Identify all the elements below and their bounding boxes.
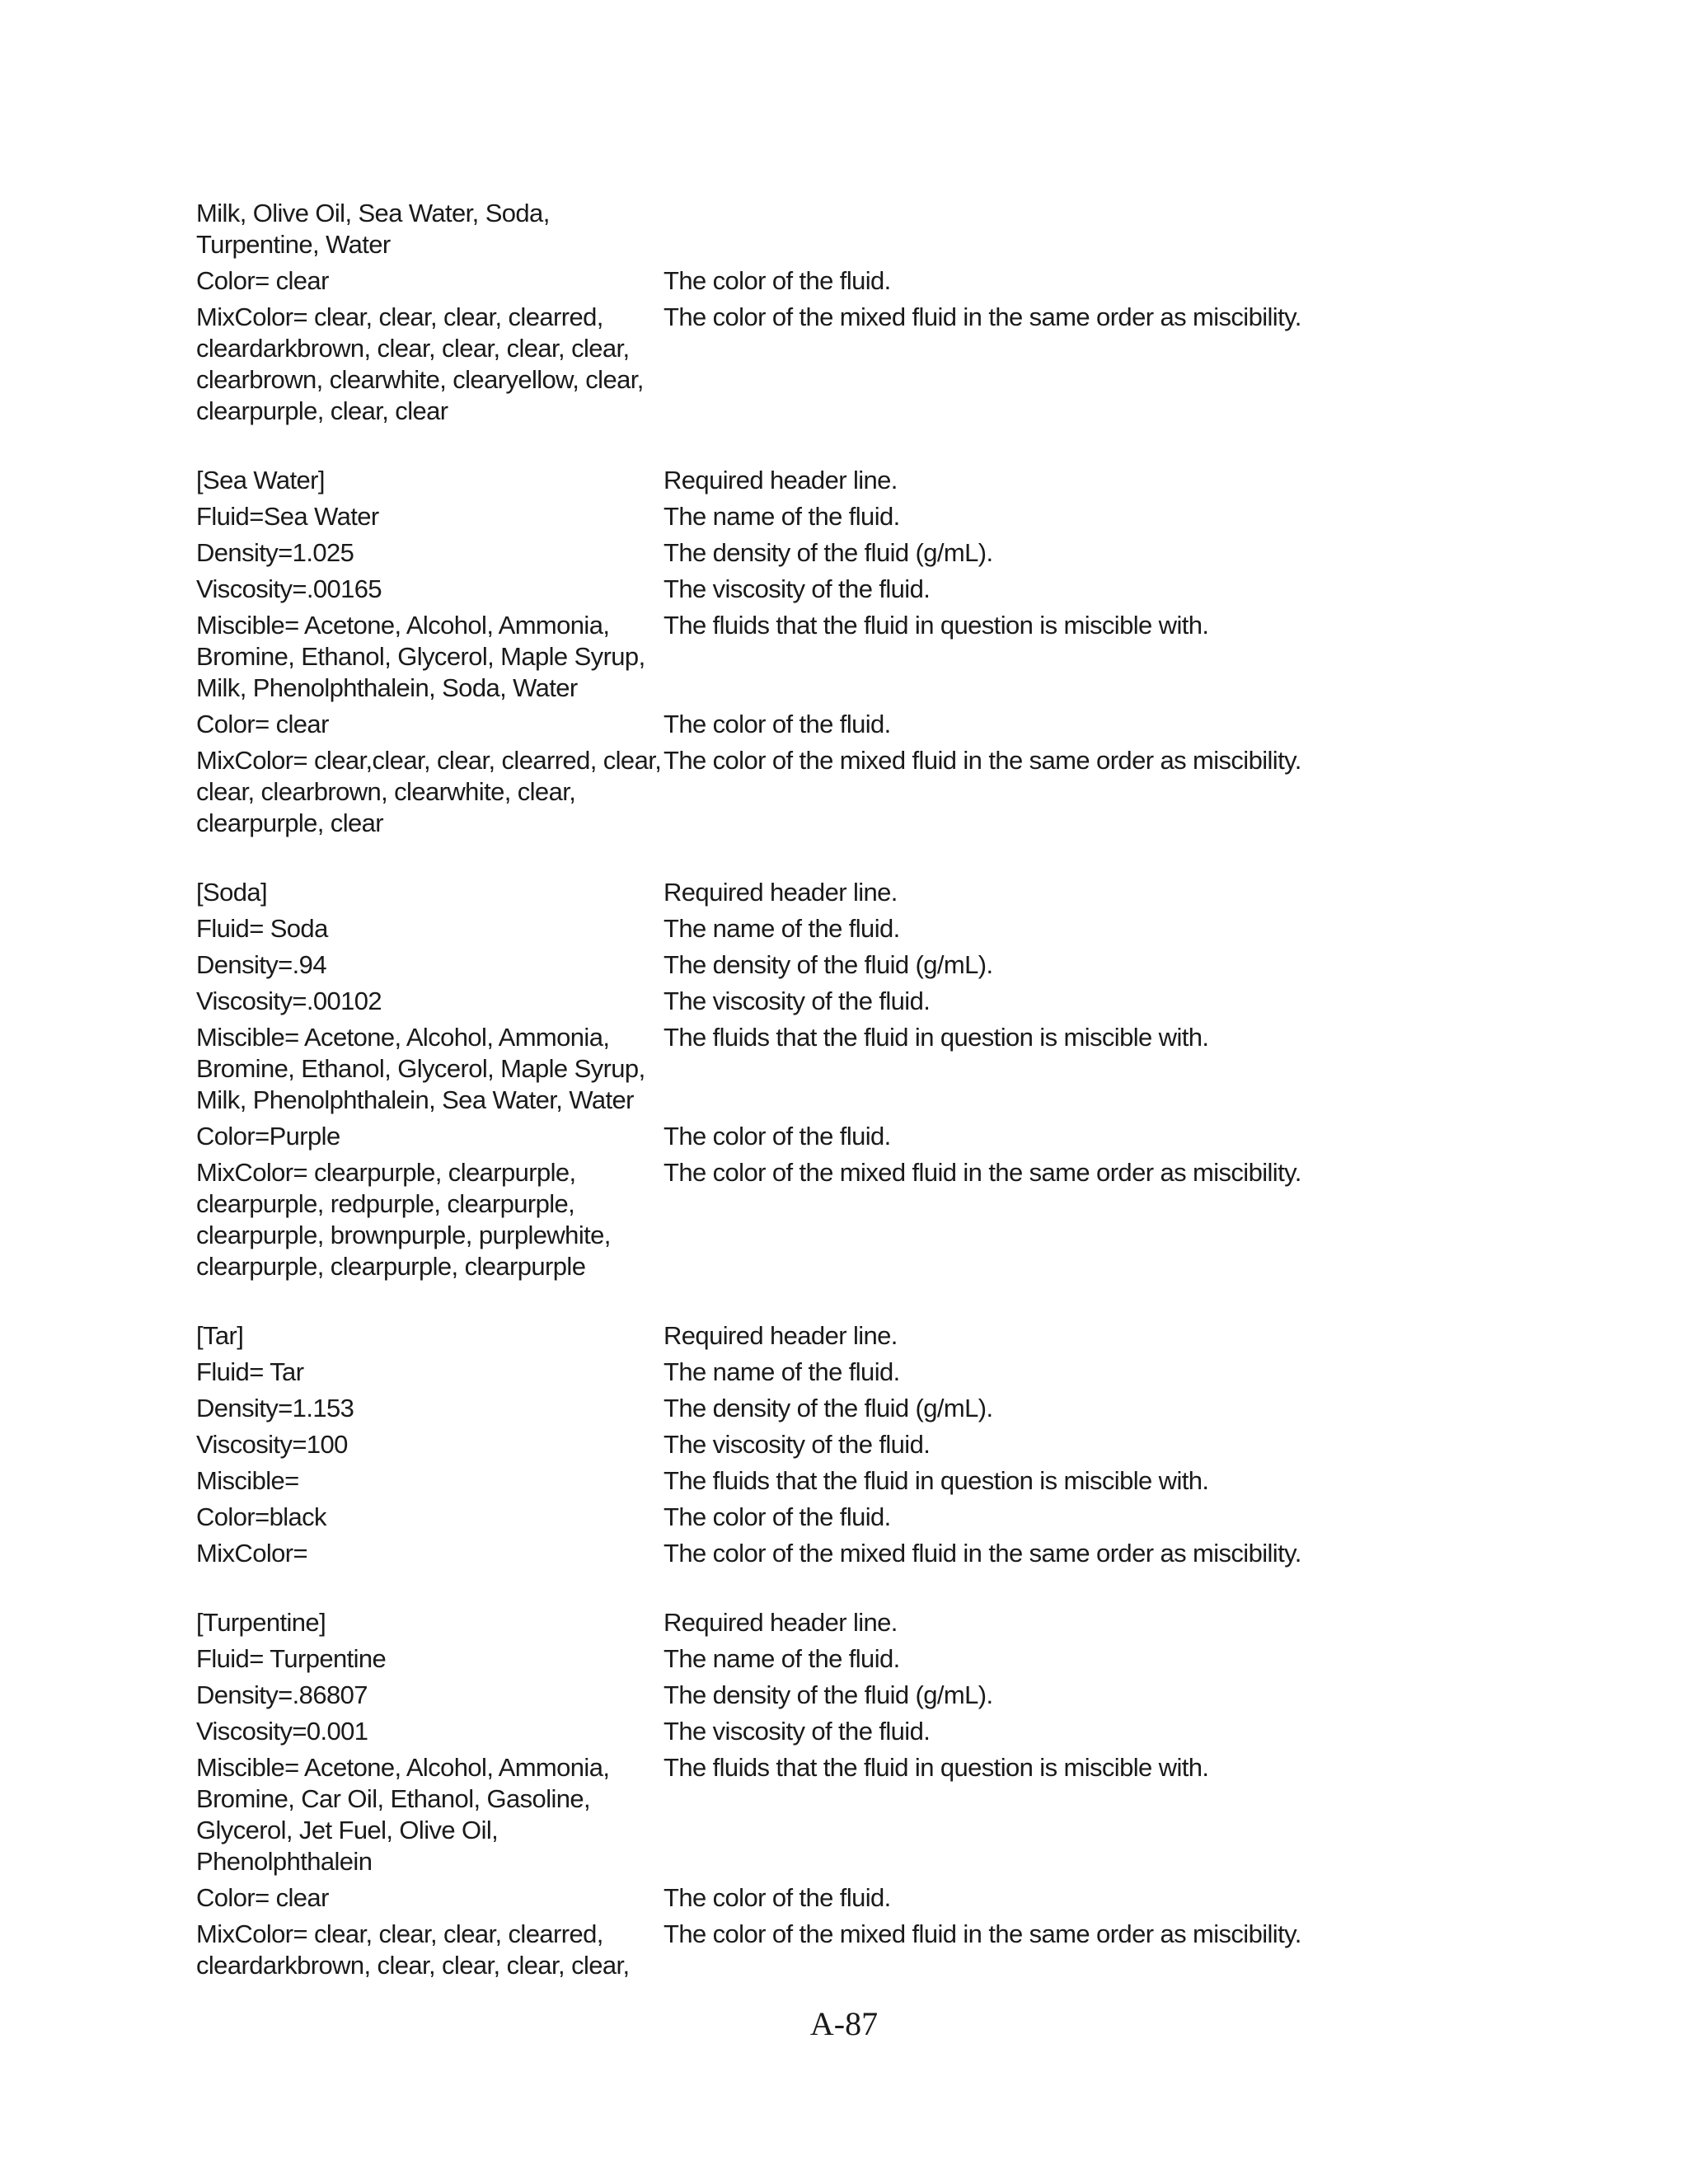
document-body <box>196 198 1515 1986</box>
section-row <box>196 1680 1515 1711</box>
field-text: Density=.86807 <box>196 1680 368 1709</box>
field-description: The color of the mixed fluid in the same order as miscibility. <box>663 1539 1301 1568</box>
section-header: [Sea Water] <box>196 466 325 494</box>
section-row <box>196 1157 1515 1282</box>
section-row <box>196 1716 1515 1747</box>
field-text: Milk, Olive Oil, Sea Water, Soda, Turpentine, Water <box>196 199 550 259</box>
section-row <box>196 465 1515 496</box>
section-row <box>196 913 1515 944</box>
field-description: Required header line. <box>663 878 898 907</box>
section-header: [Tar] <box>196 1321 244 1350</box>
field-text: MixColor= clear, clear, clear, clearred, cleardarkbrown, clear, clear, clear, clear, <box>196 1919 630 1980</box>
field-description: The color of the mixed fluid in the same order as miscibility. <box>663 746 1301 775</box>
field-description: The viscosity of the fluid. <box>663 574 931 603</box>
field-description: The fluids that the fluid in question is miscible with. <box>663 1753 1209 1782</box>
section-row <box>196 877 1515 908</box>
field-description: Required header line. <box>663 1608 898 1637</box>
section-gap <box>196 1287 1515 1320</box>
field-description: The color of the fluid. <box>663 1883 891 1912</box>
section-row <box>196 537 1515 569</box>
field-text: Density=1.153 <box>196 1394 354 1422</box>
field-text: Miscible= Acetone, Alcohol, Ammonia, Bromine, Car Oil, Ethanol, Gasoline, Glycerol, Jet Fuel, Olive Oil, Phenolphthalein <box>196 1753 610 1876</box>
field-description: The viscosity of the fluid. <box>663 1430 931 1459</box>
field-description: The name of the fluid. <box>663 502 900 531</box>
section-row <box>196 1022 1515 1116</box>
field-description: The density of the fluid (g/mL). <box>663 538 993 567</box>
section-row <box>196 501 1515 532</box>
field-description: The name of the fluid. <box>663 914 900 943</box>
field-description: The fluids that the fluid in question is miscible with. <box>663 1466 1209 1495</box>
field-description: The density of the fluid (g/mL). <box>663 1680 993 1709</box>
page-number: A-87 <box>809 2005 879 2042</box>
section-gap <box>196 844 1515 877</box>
section-row <box>196 1121 1515 1152</box>
field-description: The color of the fluid. <box>663 1502 891 1531</box>
section-row <box>196 1465 1515 1497</box>
field-text: MixColor= <box>196 1539 307 1568</box>
field-description: The name of the fluid. <box>663 1357 900 1386</box>
field-description: The density of the fluid (g/mL). <box>663 1394 993 1422</box>
section-row <box>196 1320 1515 1352</box>
field-text: Color= clear <box>196 266 329 295</box>
field-text: Color= clear <box>196 1883 329 1912</box>
section-row <box>196 986 1515 1017</box>
field-description: The density of the fluid (g/mL). <box>663 950 993 979</box>
field-text: Fluid= Turpentine <box>196 1644 387 1673</box>
section-row <box>196 1429 1515 1460</box>
section-header: [Soda] <box>196 878 268 907</box>
field-text: Fluid=Sea Water <box>196 502 379 531</box>
field-text: Color= clear <box>196 710 329 738</box>
field-description: The color of the mixed fluid in the same order as miscibility. <box>663 302 1301 331</box>
field-text: MixColor= clear,clear, clear, clearred, clear, clear, clearbrown, clearwhite, clear, clearpurple, clear <box>196 746 662 837</box>
section-gap <box>196 1574 1515 1607</box>
intro-row-0 <box>196 198 1515 260</box>
field-description: The color of the fluid. <box>663 266 891 295</box>
field-description: Required header line. <box>663 466 898 494</box>
section-row <box>196 1882 1515 1914</box>
intro-row-2 <box>196 302 1515 427</box>
section-sea-water <box>196 465 1515 839</box>
field-text: Color=Purple <box>196 1122 340 1151</box>
field-description <box>663 198 1515 260</box>
field-text: Fluid= Soda <box>196 914 328 943</box>
field-text: Miscible= Acetone, Alcohol, Ammonia, Bromine, Ethanol, Glycerol, Maple Syrup, Milk, Phenolphthalein, Soda, Water <box>196 611 645 702</box>
section-row <box>196 610 1515 704</box>
field-description: The color of the fluid. <box>663 1122 891 1151</box>
section-row <box>196 574 1515 605</box>
field-text: Color=black <box>196 1502 326 1531</box>
field-description: The color of the fluid. <box>663 710 891 738</box>
section-row <box>196 1357 1515 1388</box>
section-row <box>196 1607 1515 1638</box>
section-row <box>196 1502 1515 1533</box>
section-row <box>196 949 1515 981</box>
field-text: Viscosity=.00165 <box>196 574 382 603</box>
field-text: Fluid= Tar <box>196 1357 304 1386</box>
section-gap <box>196 432 1515 465</box>
section-row <box>196 1643 1515 1675</box>
section-row <box>196 1393 1515 1424</box>
field-text: Miscible= <box>196 1466 299 1495</box>
field-description: Required header line. <box>663 1321 898 1350</box>
field-description: The viscosity of the fluid. <box>663 987 931 1015</box>
field-text: Viscosity=.00102 <box>196 987 382 1015</box>
field-text: Density=.94 <box>196 950 326 979</box>
field-text: MixColor= clearpurple, clearpurple, clearpurple, redpurple, clearpurple, clearpurple, brownpurple, purplewhite, clearpurple, clearpurple, clearpurple <box>196 1158 611 1281</box>
field-text: Viscosity=0.001 <box>196 1717 368 1746</box>
field-description: The color of the mixed fluid in the same order as miscibility. <box>663 1919 1301 1948</box>
section-header: [Turpentine] <box>196 1608 326 1637</box>
section-row <box>196 745 1515 839</box>
field-text: MixColor= clear, clear, clear, clearred, cleardarkbrown, clear, clear, clear, clear, clearbrown, clearwhite, clearyellow, clear, clearpurple, clear, clear <box>196 302 644 425</box>
field-description: The fluids that the fluid in question is miscible with. <box>663 1023 1209 1052</box>
section-row <box>196 1538 1515 1569</box>
field-description: The fluids that the fluid in question is miscible with. <box>663 611 1209 640</box>
section-row <box>196 1752 1515 1877</box>
section-tar <box>196 1320 1515 1569</box>
section-row <box>196 1919 1515 1981</box>
section-turpentine <box>196 1607 1515 1981</box>
field-description: The name of the fluid. <box>663 1644 900 1673</box>
field-text: Miscible= Acetone, Alcohol, Ammonia, Bromine, Ethanol, Glycerol, Maple Syrup, Milk, Phenolphthalein, Sea Water, Water <box>196 1023 645 1114</box>
section-soda <box>196 877 1515 1282</box>
field-description: The color of the mixed fluid in the same order as miscibility. <box>663 1158 1301 1187</box>
intro-block <box>196 198 1515 427</box>
section-row <box>196 709 1515 740</box>
field-text: Viscosity=100 <box>196 1430 348 1459</box>
field-text: Density=1.025 <box>196 538 354 567</box>
field-description: The viscosity of the fluid. <box>663 1717 931 1746</box>
intro-row-1 <box>196 265 1515 297</box>
